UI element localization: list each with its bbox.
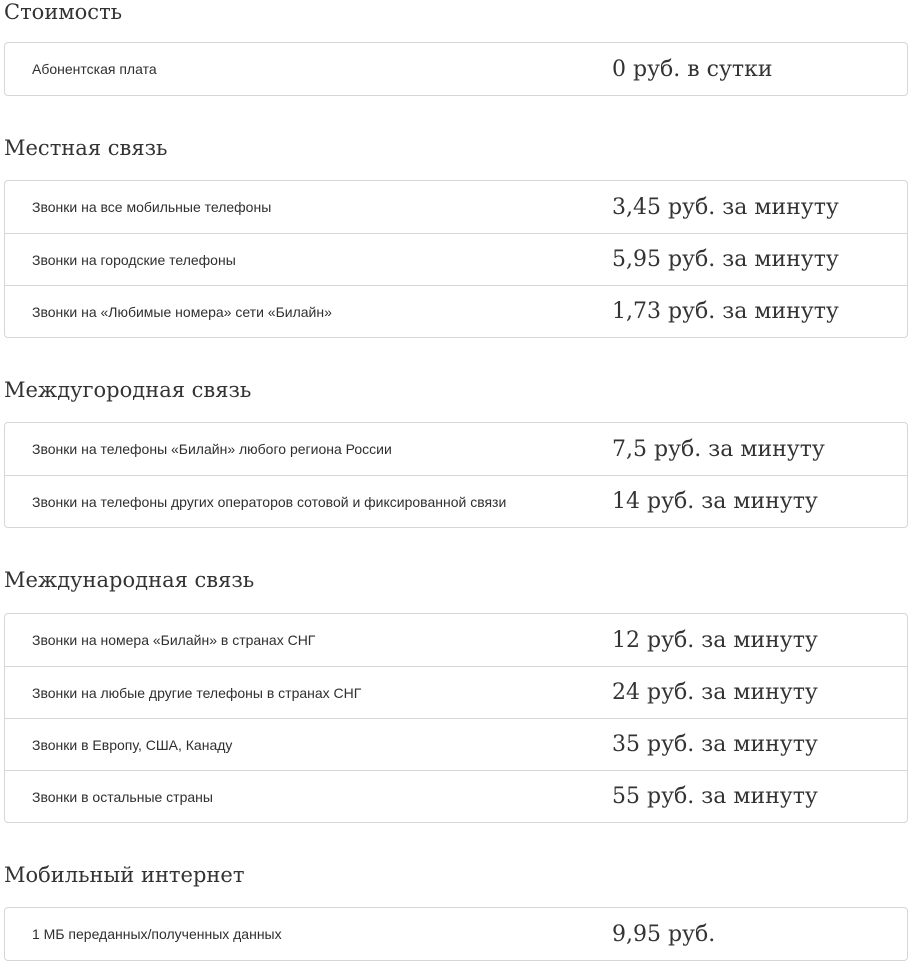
row-price: 5,95 руб. за минуту bbox=[612, 247, 839, 272]
price-table-international bbox=[4, 613, 908, 823]
price-row bbox=[5, 666, 907, 718]
row-price: 24 руб. за минуту bbox=[612, 680, 818, 705]
row-label: Звонки в Европу, США, Канаду bbox=[32, 736, 233, 753]
row-label: Абонентская плата bbox=[32, 61, 157, 77]
section-title-long-distance: Междугородная связь bbox=[4, 378, 252, 402]
price-table-long-distance bbox=[4, 422, 908, 528]
row-price: 1,73 руб. за минуту bbox=[612, 299, 839, 324]
price-row bbox=[5, 475, 907, 527]
row-label: Звонки на «Любимые номера» сети «Билайн» bbox=[32, 303, 332, 320]
price-row bbox=[5, 233, 907, 285]
section-title-subscription: Стоимость bbox=[4, 0, 123, 24]
price-row bbox=[5, 770, 907, 822]
price-row bbox=[5, 181, 907, 233]
price-row bbox=[5, 285, 907, 337]
row-label: Звонки на любые другие телефоны в странах СНГ bbox=[32, 684, 362, 701]
row-label: Звонки в остальные страны bbox=[32, 788, 213, 805]
row-price: 9,95 руб. bbox=[612, 921, 716, 947]
row-label: Звонки на все мобильные телефоны bbox=[32, 199, 272, 215]
section-title-international: Международная связь bbox=[4, 568, 255, 592]
row-price: 0 руб. в сутки bbox=[612, 56, 773, 82]
section-title-local: Местная связь bbox=[4, 136, 168, 160]
row-label: Звонки на номера «Билайн» в странах СНГ bbox=[32, 632, 316, 648]
price-row bbox=[5, 718, 907, 770]
row-price: 7,5 руб. за минуту bbox=[612, 436, 825, 462]
price-table-subscription bbox=[4, 42, 908, 96]
row-price: 14 руб. за минуту bbox=[612, 489, 818, 514]
row-label: Звонки на городские телефоны bbox=[32, 251, 236, 268]
row-label: 1 МБ переданных/полученных данных bbox=[32, 926, 282, 942]
row-label: Звонки на телефоны других операторов сотовой и фиксированной связи bbox=[32, 493, 507, 510]
section-title-mobile-internet: Мобильный интернет bbox=[4, 863, 245, 887]
row-price: 55 руб. за минуту bbox=[612, 784, 818, 809]
price-row bbox=[5, 43, 907, 95]
row-price: 35 руб. за минуту bbox=[612, 732, 818, 757]
row-price: 12 руб. за минуту bbox=[612, 627, 818, 653]
price-table-mobile-internet bbox=[4, 907, 908, 961]
price-row bbox=[5, 423, 907, 475]
price-table-local bbox=[4, 180, 908, 338]
price-row bbox=[5, 908, 907, 960]
row-label: Звонки на телефоны «Билайн» любого региона России bbox=[32, 441, 392, 457]
row-price: 3,45 руб. за минуту bbox=[612, 194, 839, 220]
price-row bbox=[5, 614, 907, 666]
